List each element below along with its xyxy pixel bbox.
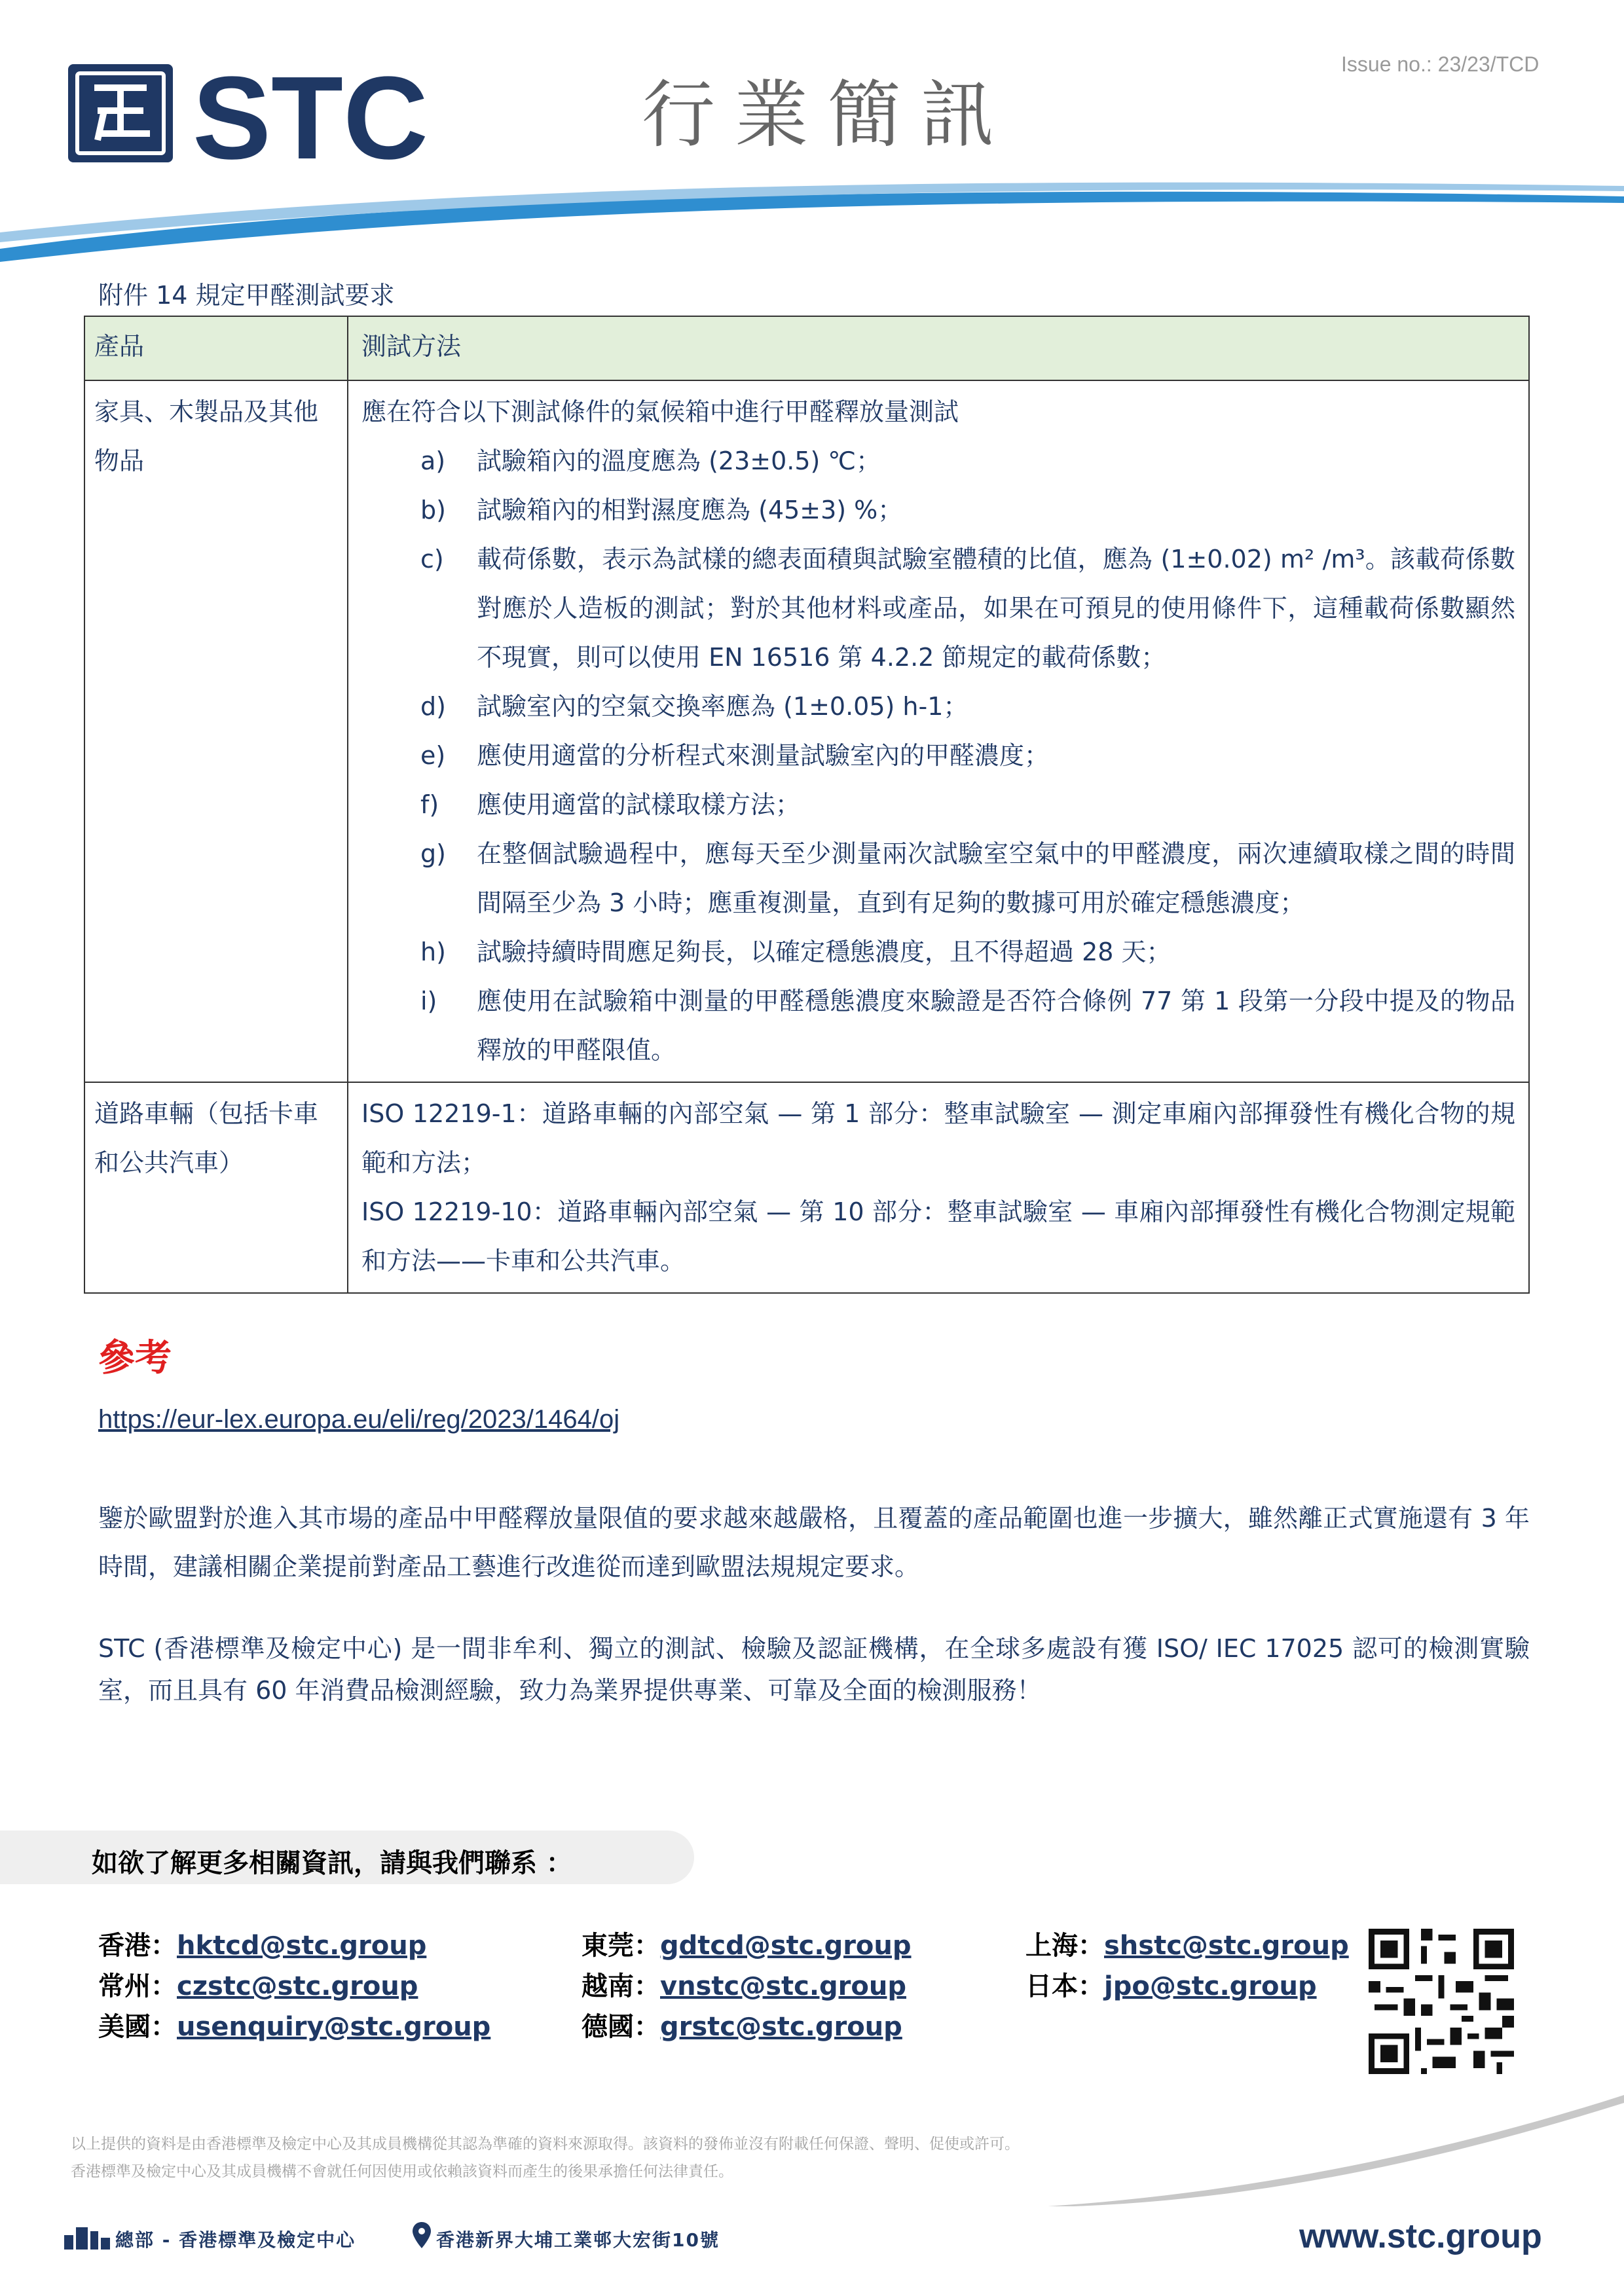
contact-city: 美國： xyxy=(98,2012,177,2042)
contact-city: 東莞： xyxy=(581,1931,660,1961)
logo-text: STC xyxy=(193,62,428,166)
contact-hongkong xyxy=(98,1925,426,1962)
contact-city: 香港： xyxy=(98,1931,177,1961)
newsletter-title: 行業簡訊 xyxy=(642,73,1014,158)
building-icon xyxy=(64,2223,110,2250)
clause-text: 在整個試驗過程中，應每天至少測量兩次試驗室空氣中的甲醛濃度，兩次連續取樣之間的時間間隔至少為 3 小時；應重複測量，直到有足夠的數據可用於確定穩態濃度； xyxy=(477,839,1515,917)
clause-label: f) xyxy=(420,790,439,819)
footer-swoosh-decoration xyxy=(1048,2095,1624,2206)
contact-email[interactable]: shstc@stc.group xyxy=(1104,1931,1349,1961)
method-intro: 應在符合以下測試條件的氣候箱中進行甲醛釋放量測試 xyxy=(361,397,959,426)
contact-japan xyxy=(1025,1965,1317,2003)
contact-city: 德國： xyxy=(581,2012,660,2042)
contact-email[interactable]: hktcd@stc.group xyxy=(177,1931,427,1961)
clause-label: i) xyxy=(420,987,437,1015)
footer-address: 香港新界大埔工業邨大宏街10號 xyxy=(436,2229,720,2251)
summary-paragraph: 鑒於歐盟對於進入其市場的產品中甲醛釋放量限值的要求越來越嚴格，且覆蓋的產品範圍也進一步擴大，雖然離正式實施還有 3 年時間，建議相關企業提前對產品工藝進行改進從而達到歐盟法規規定要求。 xyxy=(98,1504,1530,1581)
clause-text: 試驗箱內的溫度應為 (23±0.5) ℃； xyxy=(477,446,881,475)
disclaimer-line: 香港標準及檢定中心及其成員機構不會就任何因使用或依賴該資料而產生的後果承擔任何法律責任。 xyxy=(71,2163,733,2180)
clause-item xyxy=(361,780,1515,829)
table-row xyxy=(84,380,1529,1082)
clause-text: 載荷係數，表示為試樣的總表面積與試驗室體積的比值，應為 (1±0.02) m² /m³。該載荷係數對應於人造板的測試；對於其他材料或產品，如果在可預見的使用條件下，這種載荷係數顯然不現實，則可以使用 EN 16516 第 4.2.2 節規定的載荷係數； xyxy=(477,545,1515,672)
contact-usa xyxy=(98,2006,490,2043)
contact-email[interactable]: vnstc@stc.group xyxy=(660,1971,906,2001)
disclaimer-line: 以上提供的資料是由香港標準及檢定中心及其成員機構從其認為準確的資料來源取得。該資料的發佈並沒有附載任何保證、聲明、促使或許可。 xyxy=(71,2136,1020,2153)
clause-text: 試驗箱內的相對濕度應為 (45±3) %； xyxy=(477,496,903,524)
footer-website-link[interactable]: www.stc.group xyxy=(1299,2217,1542,2255)
table-header-product: 產品 xyxy=(84,316,348,380)
table-row xyxy=(84,1082,1529,1293)
contact-vietnam xyxy=(581,1965,906,2003)
table-header-row xyxy=(84,316,1529,380)
clause-label: c) xyxy=(420,545,444,574)
location-pin-icon xyxy=(413,2222,431,2248)
clause-label: g) xyxy=(420,839,446,868)
clause-text: 試驗持續時間應足夠長，以確定穩態濃度，且不得超過 28 天； xyxy=(477,938,1172,966)
clause-text: 試驗室內的空氣交換率應為 (1±0.05) h-1； xyxy=(477,692,969,721)
contact-city: 上海： xyxy=(1025,1931,1104,1961)
clause-item xyxy=(361,486,1515,535)
clause-label: d) xyxy=(420,692,446,721)
annex-title: 附件 14 規定甲醛測試要求 xyxy=(98,281,395,310)
contact-germany xyxy=(581,2006,902,2043)
clause-label: a) xyxy=(420,446,446,475)
formaldehyde-test-table xyxy=(84,316,1530,1294)
contact-heading: 如欲了解更多相關資訊，請與我們聯系 ： xyxy=(92,1848,572,1878)
footer-headquarters: 總部 - 香港標準及檢定中心 xyxy=(115,2229,356,2251)
header-swoosh-decoration xyxy=(0,177,1624,262)
method-cell xyxy=(348,380,1529,1082)
about-stc-paragraph: STC (香港標準及檢定中心) 是一間非牟利、獨立的測試、檢驗及認証機構，在全球多處設有獲 ISO/ IEC 17025 認可的檢測實驗室，而且具有 60 年消費品檢測經驗，致力為業界提供專業、可靠及全面的檢測服務！ xyxy=(98,1634,1530,1705)
clause-item xyxy=(361,535,1515,682)
clause-item xyxy=(361,928,1515,977)
table-header-method: 測試方法 xyxy=(348,316,1529,380)
clause-label: h) xyxy=(420,938,446,966)
method-cell xyxy=(348,1082,1529,1293)
stc-logo xyxy=(68,62,461,166)
contact-shanghai xyxy=(1025,1925,1349,1962)
contact-changzhou xyxy=(98,1965,418,2003)
product-cell: 家具、木製品及其他物品 xyxy=(84,380,348,1082)
contact-email[interactable]: czstc@stc.group xyxy=(177,1971,418,2001)
contact-email[interactable]: grstc@stc.group xyxy=(660,2012,902,2042)
clause-text: 應使用在試驗箱中測量的甲醛穩態濃度來驗證是否符合條例 77 第 1 段第一分段中提及的物品釋放的甲醛限值。 xyxy=(477,987,1515,1065)
contact-email[interactable]: jpo@stc.group xyxy=(1104,1971,1317,2001)
contact-city: 越南： xyxy=(581,1971,660,2001)
contact-email[interactable]: usenquiry@stc.group xyxy=(177,2012,491,2042)
clause-item xyxy=(361,829,1515,928)
contact-email[interactable]: gdtcd@stc.group xyxy=(660,1931,912,1961)
clause-item xyxy=(361,682,1515,731)
contact-city: 常州： xyxy=(98,1971,177,2001)
contact-city: 日本： xyxy=(1025,1971,1104,2001)
product-cell: 道路車輛（包括卡車和公共汽車） xyxy=(84,1082,348,1293)
reference-link[interactable]: https://eur-lex.europa.eu/eli/reg/2023/1464/oj xyxy=(98,1405,620,1434)
contact-dongguan xyxy=(581,1925,912,1962)
method-standard: ISO 12219-10：道路車輛內部空氣 — 第 10 部分：整車試驗室 — 車廂內部揮發性有機化合物測定規範和方法——卡車和公共汽車。 xyxy=(361,1197,1515,1275)
clause-label: b) xyxy=(420,496,446,524)
qr-code-icon[interactable] xyxy=(1369,1929,1514,2074)
method-standard: ISO 12219-1：道路車輛的內部空氣 — 第 1 部分：整車試驗室 — 測定車廂內部揮發性有機化合物的規範和方法； xyxy=(361,1099,1515,1177)
clause-item xyxy=(361,437,1515,486)
clause-label: e) xyxy=(420,741,446,770)
reference-heading: 參考 xyxy=(98,1337,172,1379)
issue-number: Issue no.: 23/23/TCD xyxy=(1341,52,1540,76)
clause-item xyxy=(361,731,1515,780)
clause-text: 應使用適當的試樣取樣方法； xyxy=(477,790,801,819)
clause-item xyxy=(361,977,1515,1075)
clause-text: 應使用適當的分析程式來測量試驗室內的甲醛濃度； xyxy=(477,741,1050,770)
